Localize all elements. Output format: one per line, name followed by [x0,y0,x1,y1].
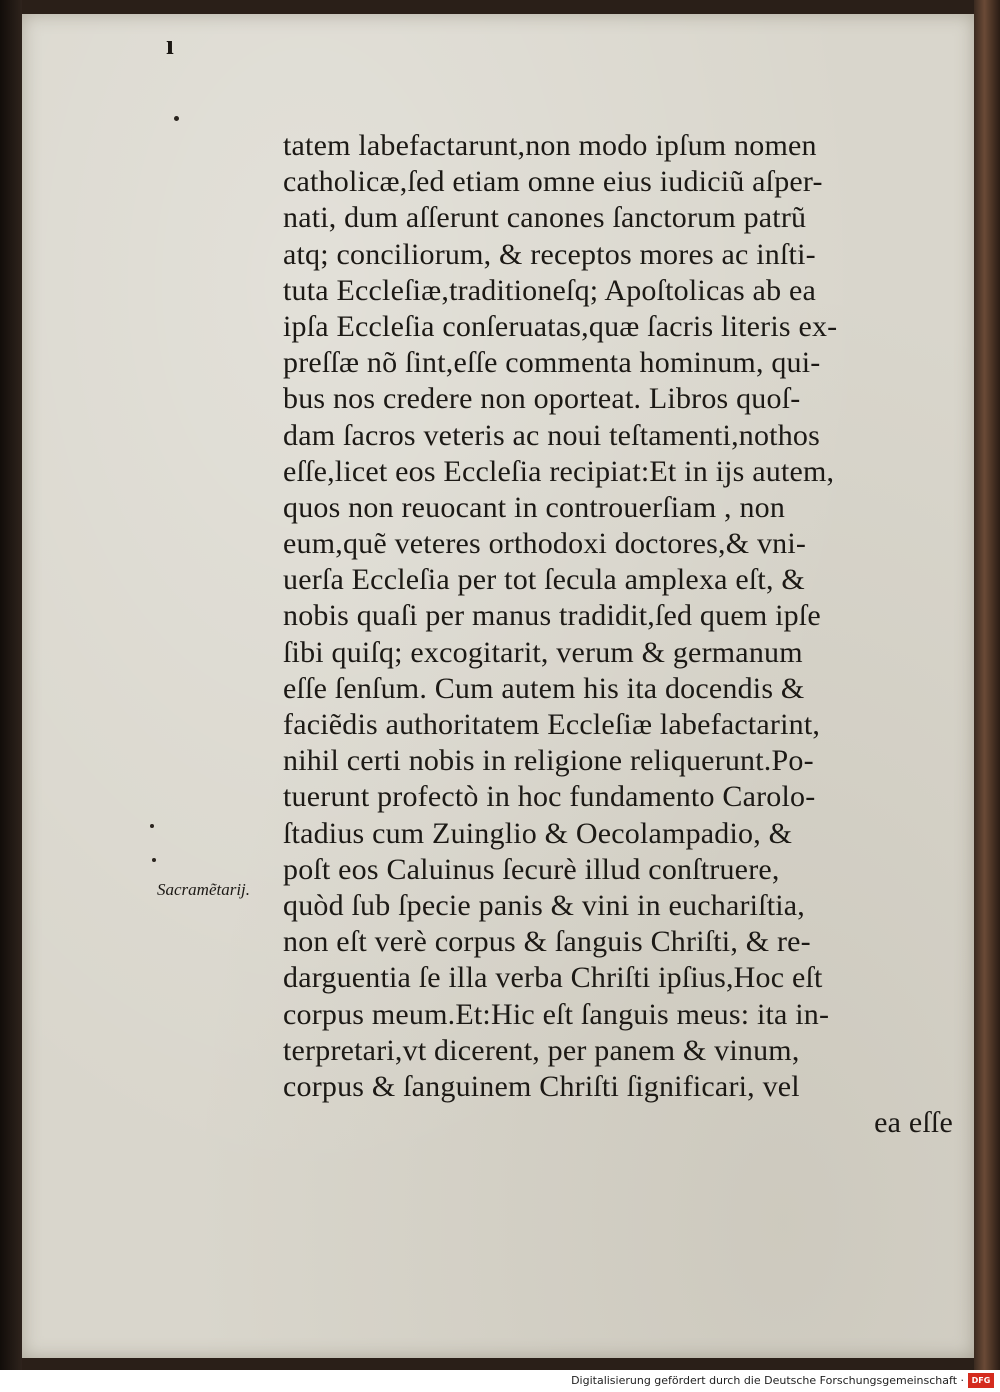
main-text-block [283,128,963,1141]
text-line: ſtadius cum Zuinglio & Oecolampadio, & [283,816,793,850]
marginal-note: Sacramẽtarij. [157,880,251,899]
text-line: quos non reuocant in controuerſiam , non [283,490,786,524]
text-line: corpus & ſanguinem Chriſti ſignificari, vel [283,1069,800,1103]
text-line: preſſæ nõ ſint,eſſe commenta hominum, qui- [283,346,821,380]
text-line: tuta Eccleſiæ,traditioneſq; Apoſtolicas ab ea [283,273,817,307]
text-line: ſibi quiſq; excogitarit, verum & germanum [283,635,803,669]
footer-credit: Digitalisierung gefördert durch die Deutsche Forschungsgemeinschaft · [571,1374,964,1387]
text-line: ipſa Eccleſia conſeruatas,quæ ſacris literis ex- [283,309,838,343]
ink-dot [150,824,154,828]
text-line: eſſe,licet eos Eccleſia recipiat:Et in ijs autem, [283,454,835,488]
text-line: quòd ſub ſpecie panis & vini in euchariſtia, [283,888,806,922]
page-edge-right [974,0,1000,1370]
text-line: corpus meum.Et:Hic eſt ſanguis meus: ita in- [283,997,830,1031]
text-line: atq; conciliorum, & receptos mores ac inſti- [283,237,816,271]
text-line: darguentia ſe illa verba Chriſti ipſius,Hoc eſt [283,961,823,995]
text-line: nobis quaſi per manus tradidit,ſed quem ipſe [283,599,821,633]
text-line: eſſe ſenſum. Cum autem his ita docendis & [283,671,805,705]
text-line: bus nos credere non oporteat. Libros quoſ- [283,382,801,416]
text-line: catholicæ,ſed etiam omne eius iudiciũ aſper- [283,165,823,199]
text-line: poſt eos Caluinus ſecurè illud conſtruere, [283,852,780,886]
text-line: non eſt verè corpus & ſanguis Chriſti, & re- [283,925,811,959]
ink-dot [174,116,179,121]
text-line: dam ſacros veteris ac noui teſtamenti,nothos [283,418,820,452]
text-line: tuerunt profectò in hoc fundamento Carolo- [283,780,816,814]
text-line: eum,quẽ veteres orthodoxi doctores,& vni- [283,527,807,561]
binding-edge-left [0,0,22,1370]
ink-dot [152,858,156,862]
text-line: nati, dum aſſerunt canones ſanctorum patrũ [283,201,807,235]
text-line: tatem labefactarunt,non modo ipſum nomen [283,129,817,162]
text-line: terpretari,vt dicerent, per panem & vinum, [283,1033,800,1067]
catchword: ea eſſe [874,1106,953,1140]
text-line: uerſa Eccleſia per tot ſecula amplexa eſt, & [283,563,805,597]
text-line: faciẽdis authoritatem Eccleſiæ labefactarint, [283,708,821,741]
dfg-logo: DFG [968,1373,994,1388]
page-top-mark: ı [166,30,174,61]
text-line: nihil certi nobis in religione reliquerunt.Po- [283,744,814,778]
